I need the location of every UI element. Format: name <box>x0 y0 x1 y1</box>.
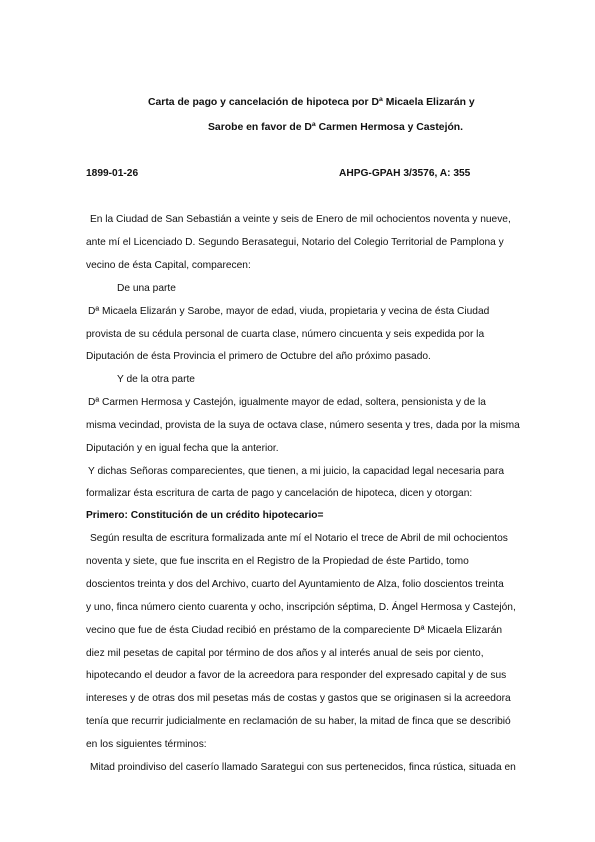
body-line: diez mil pesetas de capital por término de dos años y al interés anual de seis por ciento, <box>86 648 484 659</box>
section-heading: Primero: Constitución de un crédito hipotecario= <box>86 510 324 521</box>
body-line: Dª Carmen Hermosa y Castejón, igualmente mayor de edad, soltera, pensionista y de la <box>88 397 486 408</box>
body-line: Y de la otra parte <box>117 374 195 385</box>
body-line: ante mí el Licenciado D. Segundo Berasategui, Notario del Colegio Territorial de Pamplona y <box>86 237 504 248</box>
body-line: De una parte <box>117 283 176 294</box>
body-line: y uno, finca número ciento cuarenta y ocho, inscripción séptima, D. Ángel Hermosa y Castejón, <box>86 602 516 613</box>
body-line: Diputación y en igual fecha que la anterior. <box>86 443 279 454</box>
document-title-line-2: Sarobe en favor de Dª Carmen Hermosa y Castejón. <box>208 122 464 133</box>
body-line: Mitad proindiviso del caserío llamado Sarategui con sus pertenecidos, finca rústica, situada en <box>90 762 516 773</box>
body-line: Diputación de ésta Provincia el primero de Octubre del año próximo pasado. <box>86 351 431 362</box>
body-line: En la Ciudad de San Sebastián a veinte y seis de Enero de mil ochocientos noventa y nueve, <box>90 214 511 225</box>
body-line: vecino de ésta Capital, comparecen: <box>86 260 251 271</box>
body-line: intereses y de otras dos mil pesetas más de costas y gastos que se originasen si la acreedora <box>86 693 511 704</box>
body-line: tenía que recurrir judicialmente en reclamación de su haber, la mitad de finca que se describió <box>86 716 511 727</box>
document-title-line-1: Carta de pago y cancelación de hipoteca por Dª Micaela Elizarán y <box>148 97 475 108</box>
body-line: formalizar ésta escritura de carta de pago y cancelación de hipoteca, dicen y otorgan: <box>86 488 473 499</box>
body-line: Dª Micaela Elizarán y Sarobe, mayor de edad, viuda, propietaria y vecina de ésta Ciudad <box>88 306 490 317</box>
body-line: en los siguientes términos: <box>86 739 207 750</box>
archive-reference: AHPG-GPAH 3/3576, A: 355 <box>339 168 471 179</box>
body-line: doscientos treinta y dos del Archivo, cuarto del Ayuntamiento de Alza, folio doscientos treinta <box>86 579 504 590</box>
body-line: provista de su cédula personal de cuarta clase, número cincuenta y seis expedida por la <box>86 329 485 340</box>
document-date: 1899-01-26 <box>86 168 139 179</box>
body-line: vecino que fue de ésta Ciudad recibió en préstamo de la compareciente Dª Micaela Elizarán <box>86 625 503 636</box>
body-line: hipotecando el deudor a favor de la acreedora para responder del expresado capital y de sus <box>86 670 507 681</box>
body-line: misma vecindad, provista de la suya de octava clase, número sesenta y tres, dada por la misma <box>86 420 520 431</box>
body-line: noventa y siete, que fue inscrita en el Registro de la Propiedad de éste Partido, tomo <box>86 556 469 567</box>
body-line: Y dichas Señoras comparecientes, que tienen, a mi juicio, la capacidad legal necesaria para <box>88 466 505 477</box>
body-line: Según resulta de escritura formalizada ante mí el Notario el trece de Abril de mil ochocientos <box>90 533 508 544</box>
